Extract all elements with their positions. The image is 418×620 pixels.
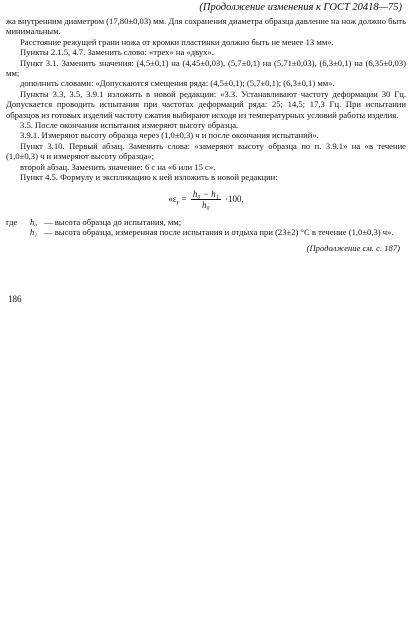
formula-rhs: ·100, (224, 193, 244, 204)
page-number: 186 (8, 294, 22, 304)
formula-lhs: «ε (168, 193, 177, 204)
paragraph-3: Пункты 2.1.5, 4.7. Заменить слово: «трех» на «двух». (20, 47, 214, 58)
formula-fraction (191, 189, 221, 211)
paragraph-9: Пункт 3.10. Первый абзац. Заменить слова: «замеряют высоту образца по п. 3.9.1» на «в течение (1,0±0,3) ч и измеряют высоту образца»; (6, 140, 406, 162)
paragraph-8: 3.9.1. Измеряют высоту образца через (1,0±0,3) ч и после окончания испытаний». (20, 130, 319, 141)
formula-numerator: h₀ − h₁ (192, 188, 219, 199)
paragraph-1: жа внутренним диаметром (17,80±0,03) мм. Для сохранения диаметра образца давление на нож должно быть минимальным. (6, 16, 406, 37)
formula (6, 189, 406, 215)
definition-1-text: — высота образца до испытания, мм; (44, 216, 182, 227)
paragraph-10: второй абзац. Заменить значение: 6 с на «6 или 15 с». (20, 161, 216, 172)
paragraph-4: Пункт 3.1. Заменить значения: (4,5±0,1) на (4,45±0,03), (5,7±0,1) на (5,71±0,03), (6,3±0,1) на (6,35±0,03) мм; (6, 57, 406, 79)
paragraph-11: Пункт 4.5. Формулу и экспликацию к ней изложить в новой редакции: (20, 172, 278, 183)
paragraph-2: Расстояние режущей грани ножа от кромки пластинки должно быть не менее 13 мм». (20, 36, 334, 47)
definition-1-symbol: h₀ (30, 216, 38, 227)
paragraph-5: дополнить словами: «Допускаются смещения ряда: (4,5±0,1); (5,7±0,1); (6,3±0,1) мм». (20, 78, 335, 89)
definition-row-2 (6, 227, 406, 237)
definitions-lead: где (6, 216, 18, 227)
definition-2-symbol: h₁ (30, 226, 38, 237)
paragraph-6: Пункты 3.3, 3.5, 3.9.1 изложить в новой редакции: «3.3. Устанавливают частоту деформации 30 Гц. Допускается проводить испытания при частотах деформаций ряда: 25; 14,5; 17,3 Гц. При испытании образцов из готовых изделий частоту сжатия выбирают исходя из температурных условий работы изделия. (6, 88, 406, 120)
page-header: (Продолжение изменения к ГОСТ 20418—75) (199, 2, 402, 13)
definition-row-1 (6, 217, 406, 227)
definitions (6, 217, 406, 238)
continuation-note: (Продолжение см. с. 187) (306, 243, 400, 254)
formula-eq: = (179, 193, 189, 204)
paragraph-7: 3.5. После окончания испытания измеряют высоту образца. (20, 120, 239, 131)
definition-2-text: — высота образца, измеренная после испытания и отдыха при (23±2) °C в течение (1,0±0,3) ч». (44, 226, 394, 237)
formula-denominator: h₀ (201, 199, 210, 210)
formula-lhs-sub: r (176, 198, 180, 207)
document-body (6, 16, 406, 254)
